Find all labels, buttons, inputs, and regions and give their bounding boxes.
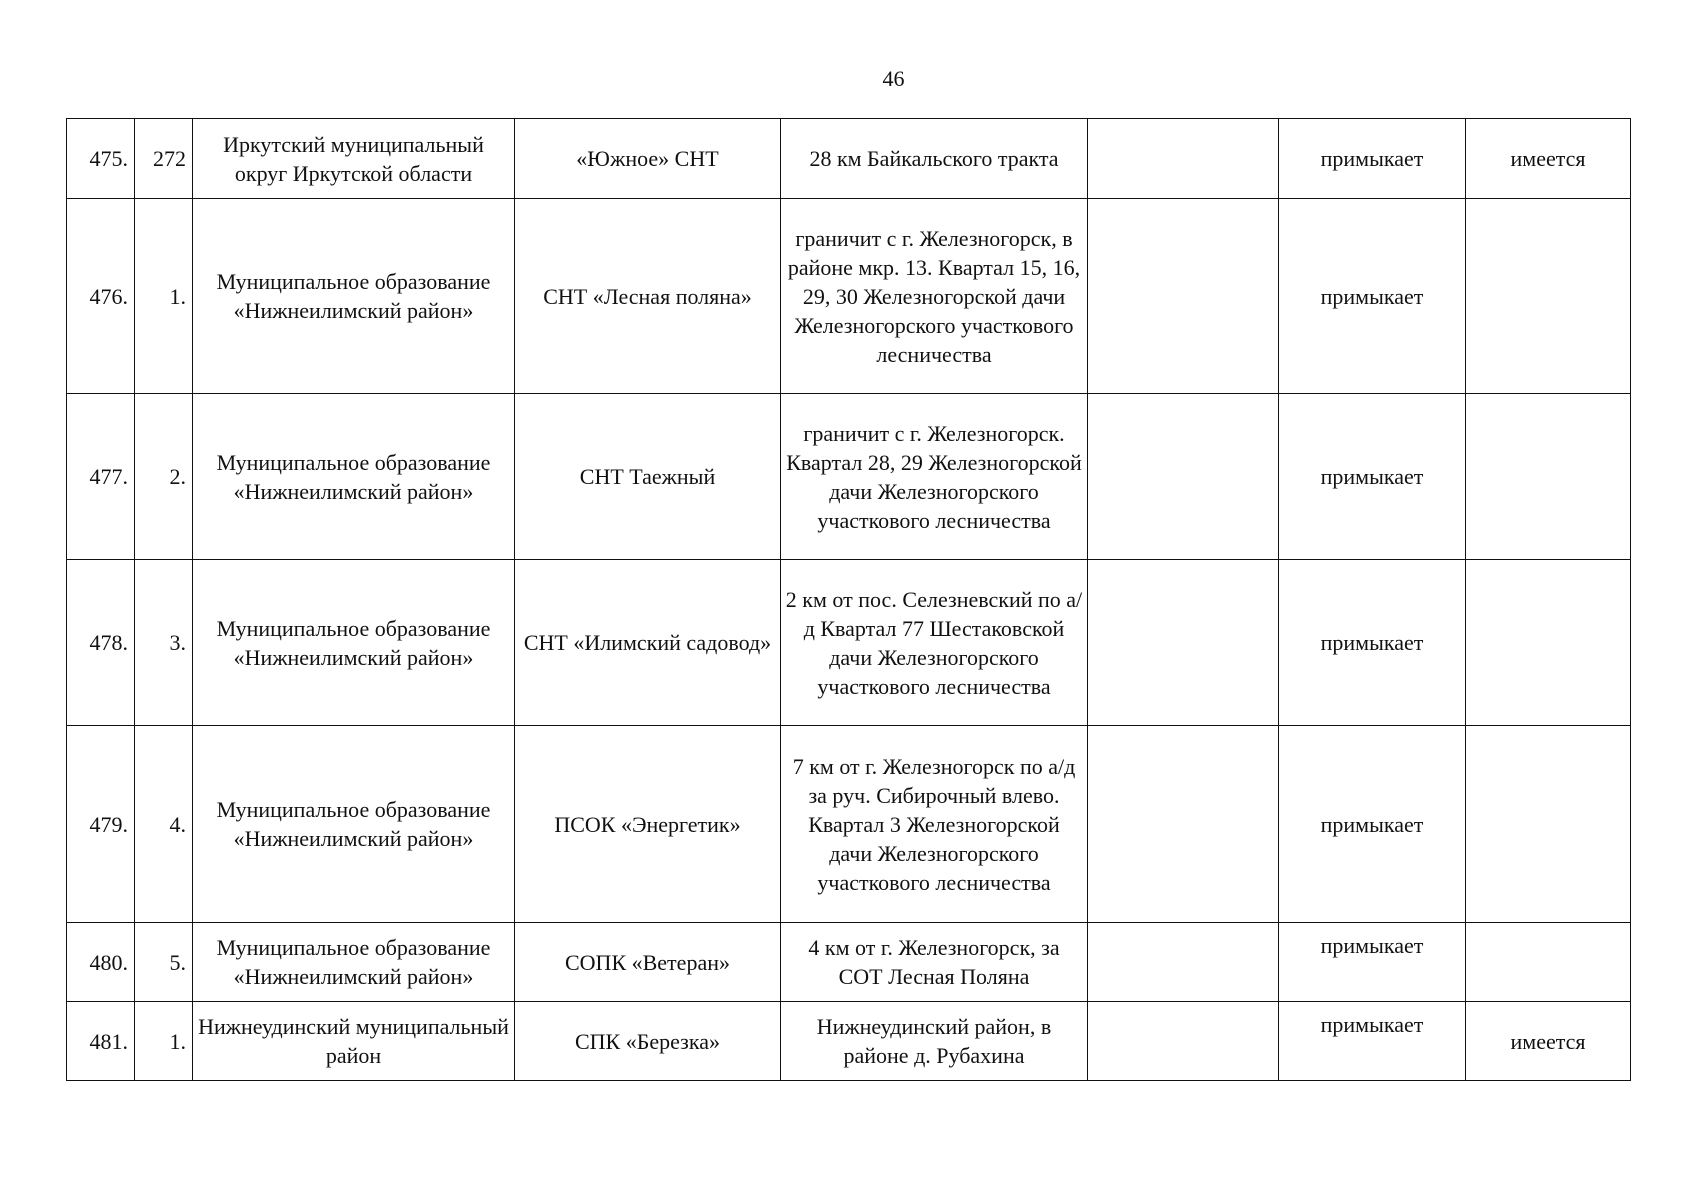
empty-cell xyxy=(1088,119,1279,199)
row-index: 478. xyxy=(67,560,135,726)
municipality-cell: Нижнеудинский муниципальный район xyxy=(193,1002,515,1081)
municipality-cell: Муниципальное образование «Нижнеилимский район» xyxy=(193,560,515,726)
row-index: 480. xyxy=(67,923,135,1002)
adjacency-cell: примыкает xyxy=(1279,726,1466,923)
location-cell: Нижнеудинский район, в районе д. Рубахина xyxy=(781,1002,1088,1081)
row-sub-index: 2. xyxy=(135,394,193,560)
table-row xyxy=(67,394,1631,560)
municipality-cell: Муниципальное образование «Нижнеилимский район» xyxy=(193,199,515,394)
availability-cell xyxy=(1466,394,1631,560)
row-sub-index: 1. xyxy=(135,1002,193,1081)
name-cell: ПСОК «Энергетик» xyxy=(515,726,781,923)
availability-cell xyxy=(1466,923,1631,1002)
municipality-cell: Муниципальное образование «Нижнеилимский район» xyxy=(193,726,515,923)
empty-cell xyxy=(1088,394,1279,560)
availability-cell: имеется xyxy=(1466,1002,1631,1081)
table-row xyxy=(67,923,1631,1002)
table-row xyxy=(67,726,1631,923)
row-sub-index: 3. xyxy=(135,560,193,726)
empty-cell xyxy=(1088,1002,1279,1081)
row-sub-index: 4. xyxy=(135,726,193,923)
row-index: 479. xyxy=(67,726,135,923)
adjacency-cell: примыкает xyxy=(1279,394,1466,560)
location-cell: 4 км от г. Железногорск, за СОТ Лесная Поляна xyxy=(781,923,1088,1002)
row-index: 477. xyxy=(67,394,135,560)
registry-table xyxy=(66,118,1631,1081)
location-cell: 7 км от г. Железногорск по а/д за руч. Сибирочный влево. Квартал 3 Железногорской дачи Железногорского участкового лесничества xyxy=(781,726,1088,923)
availability-cell xyxy=(1466,199,1631,394)
table-row xyxy=(67,560,1631,726)
empty-cell xyxy=(1088,199,1279,394)
location-cell: граничит с г. Железногорск, в районе мкр. 13. Квартал 15, 16, 29, 30 Железногорской дачи Железногорского участкового лесничества xyxy=(781,199,1088,394)
municipality-cell: Иркутский муниципальный округ Иркутской области xyxy=(193,119,515,199)
row-sub-index: 272 xyxy=(135,119,193,199)
municipality-cell: Муниципальное образование «Нижнеилимский район» xyxy=(193,394,515,560)
name-cell: СНТ «Лесная поляна» xyxy=(515,199,781,394)
row-sub-index: 5. xyxy=(135,923,193,1002)
adjacency-cell: примыкает xyxy=(1279,119,1466,199)
table-row xyxy=(67,1002,1631,1081)
adjacency-cell: примыкает xyxy=(1279,923,1466,1002)
empty-cell xyxy=(1088,560,1279,726)
row-sub-index: 1. xyxy=(135,199,193,394)
name-cell: СНТ «Илимский садовод» xyxy=(515,560,781,726)
table-row xyxy=(67,119,1631,199)
name-cell: СПК «Березка» xyxy=(515,1002,781,1081)
adjacency-cell: примыкает xyxy=(1279,1002,1466,1081)
row-index: 475. xyxy=(67,119,135,199)
availability-cell xyxy=(1466,560,1631,726)
name-cell: СОПК «Ветеран» xyxy=(515,923,781,1002)
availability-cell xyxy=(1466,726,1631,923)
table-row xyxy=(67,199,1631,394)
municipality-cell: Муниципальное образование «Нижнеилимский район» xyxy=(193,923,515,1002)
name-cell: «Южное» СНТ xyxy=(515,119,781,199)
row-index: 476. xyxy=(67,199,135,394)
location-cell: 28 км Байкальского тракта xyxy=(781,119,1088,199)
name-cell: СНТ Таежный xyxy=(515,394,781,560)
row-index: 481. xyxy=(67,1002,135,1081)
location-cell: 2 км от пос. Селезневский по а/д Квартал 77 Шестаковской дачи Железногорского участкового лесничества xyxy=(781,560,1088,726)
empty-cell xyxy=(1088,726,1279,923)
page-number: 46 xyxy=(882,66,905,91)
adjacency-cell: примыкает xyxy=(1279,560,1466,726)
location-cell: граничит с г. Железногорск. Квартал 28, 29 Железногорской дачи Железногорского участкового лесничества xyxy=(781,394,1088,560)
availability-cell: имеется xyxy=(1466,119,1631,199)
adjacency-cell: примыкает xyxy=(1279,199,1466,394)
empty-cell xyxy=(1088,923,1279,1002)
